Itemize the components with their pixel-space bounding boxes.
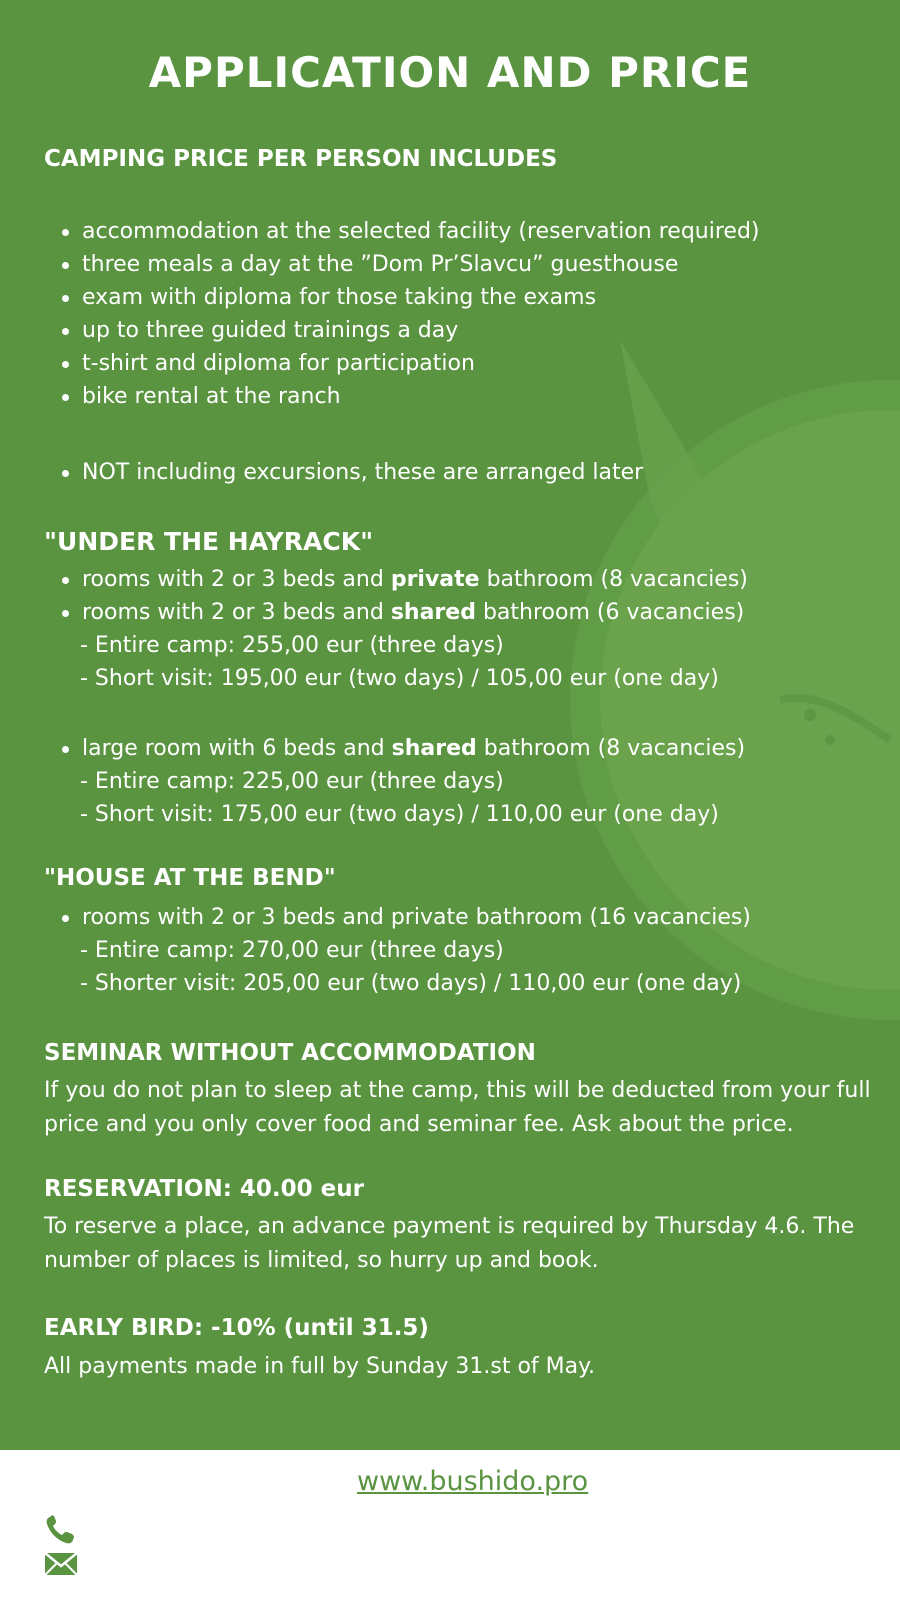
application-link[interactable]: www.bushido.pro — [356, 1466, 589, 1497]
reservation-text: To reserve a place, an advance payment is required by Thursday 4.6. The number of places is limited, so hurry up and book. — [44, 1214, 855, 1273]
envelope-icon — [44, 1549, 78, 1579]
email-line — [44, 1546, 698, 1580]
room-text: rooms with 2 or 3 beds and — [82, 600, 391, 625]
house-rooms-list — [56, 901, 751, 934]
hayrack-heading: "UNDER THE HAYRACK" — [44, 527, 374, 556]
reservation-heading: RESERVATION: 40.00 eur — [44, 1176, 364, 1202]
phone-line — [44, 1512, 562, 1546]
price-entire: - Entire camp: 225,00 eur (three days) — [80, 769, 504, 794]
seminar-text: If you do not plan to sleep at the camp, this will be deducted from your full price and you only cover food and seminar fee. Ask about the price. — [44, 1078, 871, 1137]
list-item: three meals a day at the ”Dom Pr’Slavcu” guesthouse — [56, 248, 760, 281]
room-item — [56, 732, 745, 765]
list-item: exam with diploma for those taking the exams — [56, 281, 760, 314]
room-text: bathroom (6 vacancies) — [475, 600, 745, 625]
not-included-list — [56, 456, 643, 489]
phone-icon — [44, 1515, 78, 1545]
price-entire: - Entire camp: 270,00 eur (three days) — [80, 938, 504, 963]
page-title: APPLICATION AND PRICE — [148, 48, 752, 97]
list-item: bike rental at the ranch — [56, 380, 760, 413]
list-item: up to three guided trainings a day — [56, 314, 760, 347]
room-text: large room with 6 beds and — [82, 736, 392, 761]
phone-numbers: +386 40 561 541 / +386 70 603 439 — [98, 1514, 562, 1543]
room-text: bathroom (8 vacancies) — [479, 567, 748, 592]
camping-includes-list — [56, 215, 760, 413]
room-text: bathroom (8 vacancies) — [476, 736, 746, 761]
hayrack-rooms-list — [56, 563, 748, 629]
price-entire: - Entire camp: 255,00 eur (three days) — [80, 633, 504, 658]
room-bathroom-type: shared — [390, 600, 476, 625]
list-item: accommodation at the selected facility (reservation required) — [56, 215, 760, 248]
list-item: t-shirt and diploma for participation — [56, 347, 760, 380]
application-label: PRIJAVA /APPLICATION: — [44, 1466, 357, 1497]
camping-heading: CAMPING PRICE PER PERSON INCLUDES — [44, 146, 558, 172]
application-line — [44, 1466, 588, 1497]
room-bathroom-type: private — [390, 567, 480, 592]
room-text: rooms with 2 or 3 beds and — [82, 567, 391, 592]
price-short: - Short visit: 195,00 eur (two days) / 105,00 eur (one day) — [80, 666, 719, 691]
room-item — [56, 563, 748, 596]
email-addresses: info@bushido.pro / bushido.drustvo@gmail.com — [98, 1548, 699, 1577]
early-bird-heading: EARLY BIRD: -10% (until 31.5) — [44, 1315, 429, 1341]
house-heading: "HOUSE AT THE BEND" — [44, 865, 336, 891]
seminar-heading: SEMINAR WITHOUT ACCOMMODATION — [44, 1040, 536, 1066]
room-item — [56, 596, 748, 629]
price-short: - Short visit: 175,00 eur (two days) / 110,00 eur (one day) — [80, 802, 719, 827]
price-short: - Shorter visit: 205,00 eur (two days) / 110,00 eur (one day) — [80, 971, 742, 996]
room-bathroom-type: shared — [391, 736, 477, 761]
not-included-item: NOT including excursions, these are arranged later — [56, 456, 643, 489]
early-bird-text: All payments made in full by Sunday 31.st of May. — [44, 1354, 595, 1379]
room-item: rooms with 2 or 3 beds and private bathroom (16 vacancies) — [56, 901, 751, 934]
hayrack-large-room-list — [56, 732, 745, 765]
